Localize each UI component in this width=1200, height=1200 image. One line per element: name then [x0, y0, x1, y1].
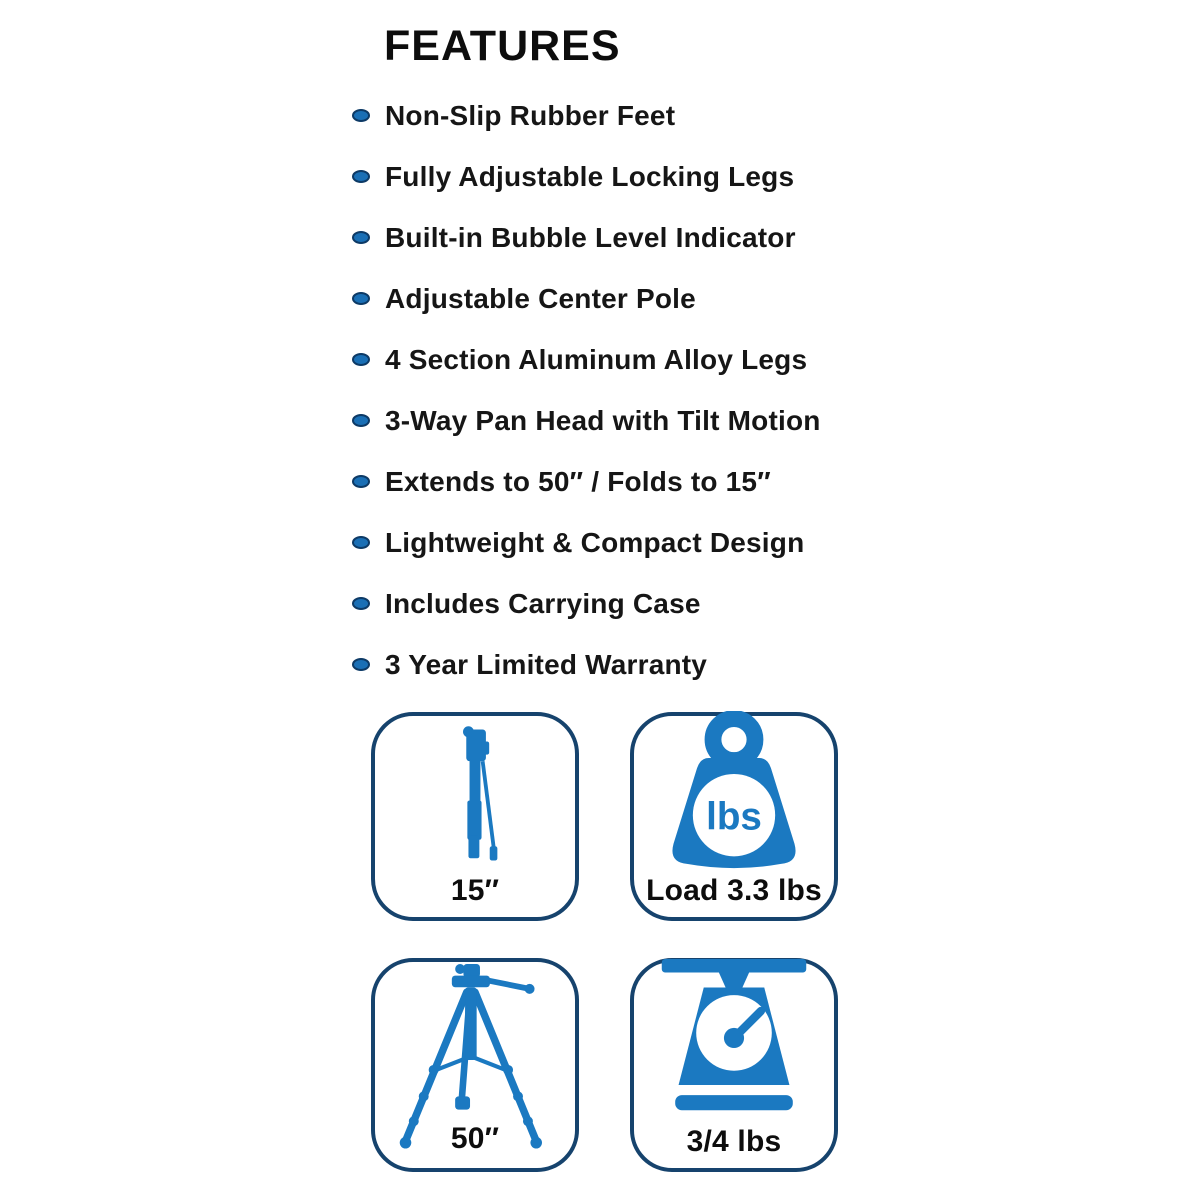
spec-badges-grid — [371, 712, 838, 1172]
feature-label: Fully Adjustable Locking Legs — [385, 160, 795, 192]
feature-label: 4 Section Aluminum Alloy Legs — [385, 343, 808, 375]
feature-item — [352, 146, 821, 207]
feature-item — [352, 451, 821, 512]
feature-item — [352, 207, 821, 268]
feature-label: Lightweight & Compact Design — [385, 526, 805, 558]
bullet-icon — [352, 597, 370, 610]
feature-item — [352, 634, 821, 695]
badge-extended-height — [371, 958, 579, 1172]
page-title: FEATURES — [384, 22, 621, 70]
feature-item — [352, 390, 821, 451]
bullet-icon — [352, 231, 370, 244]
feature-label: Non-Slip Rubber Feet — [385, 99, 676, 131]
weight-icon — [650, 711, 818, 879]
features-list — [352, 85, 821, 695]
badge-label: 50″ — [450, 1122, 500, 1155]
feature-label: Built-in Bubble Level Indicator — [385, 221, 796, 253]
feature-label: Includes Carrying Case — [385, 587, 701, 619]
badge-folded-height — [371, 712, 579, 921]
badge-label: Load 3.3 lbs — [646, 874, 822, 907]
feature-item — [352, 329, 821, 390]
lbs-icon-text: lbs — [706, 794, 762, 838]
bullet-icon — [352, 414, 370, 427]
folded-tripod-icon — [451, 724, 499, 866]
badge-load-capacity — [630, 712, 838, 921]
badge-item-weight — [630, 958, 838, 1172]
feature-item — [352, 268, 821, 329]
badge-label: 3/4 lbs — [686, 1125, 782, 1158]
badge-label: 15″ — [450, 874, 500, 907]
bullet-icon — [352, 353, 370, 366]
bullet-icon — [352, 109, 370, 122]
bullet-icon — [352, 658, 370, 671]
feature-item — [352, 85, 821, 146]
feature-label: Extends to 50″ / Folds to 15″ — [385, 465, 771, 497]
bullet-icon — [352, 170, 370, 183]
feature-item — [352, 573, 821, 634]
feature-label: 3 Year Limited Warranty — [385, 648, 708, 680]
scale-icon — [650, 959, 818, 1127]
feature-label: Adjustable Center Pole — [385, 282, 696, 314]
bullet-icon — [352, 292, 370, 305]
bullet-icon — [352, 475, 370, 488]
feature-item — [352, 512, 821, 573]
feature-label: 3-Way Pan Head with Tilt Motion — [385, 404, 821, 436]
bullet-icon — [352, 536, 370, 549]
